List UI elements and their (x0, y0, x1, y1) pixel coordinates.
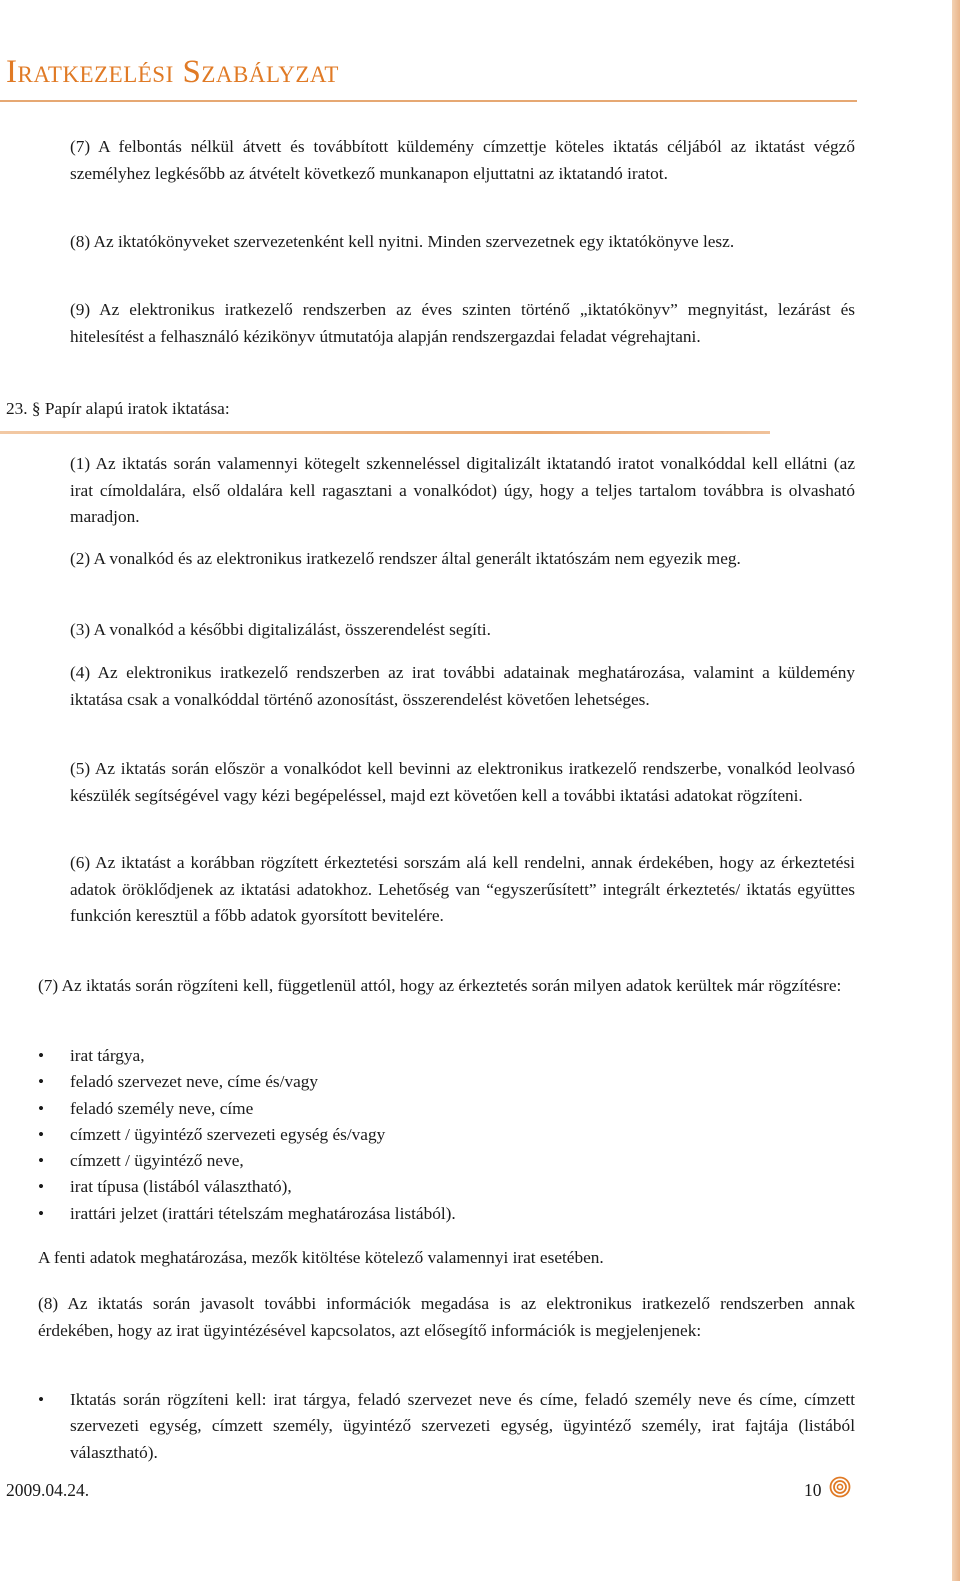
bullet-icon: • (38, 1098, 45, 1118)
section-heading-23: 23. § Papír alapú iratok iktatása: (6, 399, 230, 418)
mandatory-fields-note: A fenti adatok meghatározása, mezők kitöltése kötelező valamennyi irat esetében. (38, 1248, 604, 1267)
list-item: • irat típusa (listából választható), (38, 1174, 855, 1200)
list-item: • címzett / ügyintéző szervezeti egység és/vagy (38, 1122, 855, 1148)
bullet-icon: • (38, 1124, 45, 1144)
section-paragraph-4: (4) Az elektronikus iratkezelő rendszerben az irat további adatainak meghatározása, valamint a küldemény iktatása csak a vonalkóddal történő azonosítást, összerendelést követően lehetséges. (70, 663, 855, 709)
section-paragraph-3: (3) A vonalkód a későbbi digitalizálást, összerendelést segíti. (70, 620, 491, 639)
page-edge-rule (952, 0, 960, 1581)
section-paragraph-1: (1) Az iktatás során valamennyi kötegelt szkenneléssel digitalizált iktatandó iratot vonalkóddal kell ellátni (az irat címoldalára, első oldalára kell ragasztani a vonalkódot) úgy, hogy a teljes tartalom továbbra is olvasható maradjon. (70, 454, 855, 526)
paragraph-9-top: (9) Az elektronikus iratkezelő rendszerben az éves szinten történő „iktatókönyv” megnyitást, lezárást és hitelesítést a felhasználó kézikönyv útmutatója alapján rendszergazdai feladat végrehajtani. (70, 300, 855, 346)
section-heading-underline (0, 431, 770, 434)
required-fields-list (38, 1043, 855, 1227)
bullet-icon: • (38, 1151, 45, 1171)
footer-date: 2009.04.24. (6, 1480, 90, 1500)
list-item: • feladó szervezet neve, címe és/vagy (38, 1069, 855, 1095)
list-item: • feladó személy neve, címe (38, 1096, 855, 1122)
list-item: • címzett / ügyintéző neve, (38, 1148, 855, 1174)
bullet-icon: • (38, 1046, 45, 1065)
list-item: • irat tárgya, (38, 1043, 855, 1069)
document-header-title: Iratkezelési Szabályzat (6, 54, 339, 90)
list-item: • irattári jelzet (irattári tételszám meghatározása listából). (38, 1201, 855, 1227)
bullet-icon: • (38, 1390, 45, 1409)
paragraph-7-section: (7) Az iktatás során rögzíteni kell, függetlenül attól, hogy az érkeztetés során milyen adatok kerültek már rögzítésre: (38, 976, 842, 995)
section-paragraph-5: (5) Az iktatás során először a vonalkódot kell bevinni az elektronikus iratkezelő rendszerbe, vonalkód leolvasó készülék segítségével vagy kézi begépeléssel, majd ezt követően kell a további iktatási adatokat rögzíteni. (70, 759, 855, 805)
recommended-fields-list (38, 1387, 855, 1466)
section-paragraph-2: (2) A vonalkód és az elektronikus iratkezelő rendszer által generált iktatószám nem egyezik meg. (70, 549, 741, 568)
page-number: 10 (804, 1480, 822, 1500)
paragraph-8-section: (8) Az iktatás során javasolt további információk megadása is az elektronikus iratkezelő rendszerben annak érdekében, hogy az irat ügyintézésével kapcsolatos, azt elősegítő információk is megjelenjenek: (38, 1294, 855, 1340)
bullet-icon: • (38, 1177, 45, 1197)
bullet-icon: • (38, 1203, 45, 1223)
paragraph-7-top: (7) A felbontás nélkül átvett és továbbított küldemény címzettje köteles iktatás céljából az iktatást végző személyhez legkésőbb az átvételt következő munkanapon eljuttatni az iktatandó iratot. (70, 137, 855, 183)
section-paragraph-6: (6) Az iktatást a korábban rögzített érkeztetési sorszám alá kell rendelni, annak érdekében, hogy az érkeztetési adatok öröklődjenek az iktatási adatokhoz. Lehetőség van “egyszerűsített” integrált érkeztetés/ iktatás együttes funkción keresztül a főbb adatok gyorsított bevitelére. (70, 853, 855, 925)
bullet-icon: • (38, 1072, 45, 1092)
list-item: • Iktatás során rögzíteni kell: irat tárgya, feladó szervezet neve és címe, feladó személy neve és címe, címzett szervezeti egység, címzett személy, ügyintéző szervezeti egység, ügyintéző személy, irat fajtája (listából választható). (38, 1387, 855, 1466)
paragraph-8-top: (8) Az iktatókönyveket szervezetenként kell nyitni. Minden szervezetnek egy iktatókönyve lesz. (70, 232, 735, 251)
concentric-circles-logo-icon (829, 1476, 851, 1498)
header-divider (0, 100, 857, 102)
